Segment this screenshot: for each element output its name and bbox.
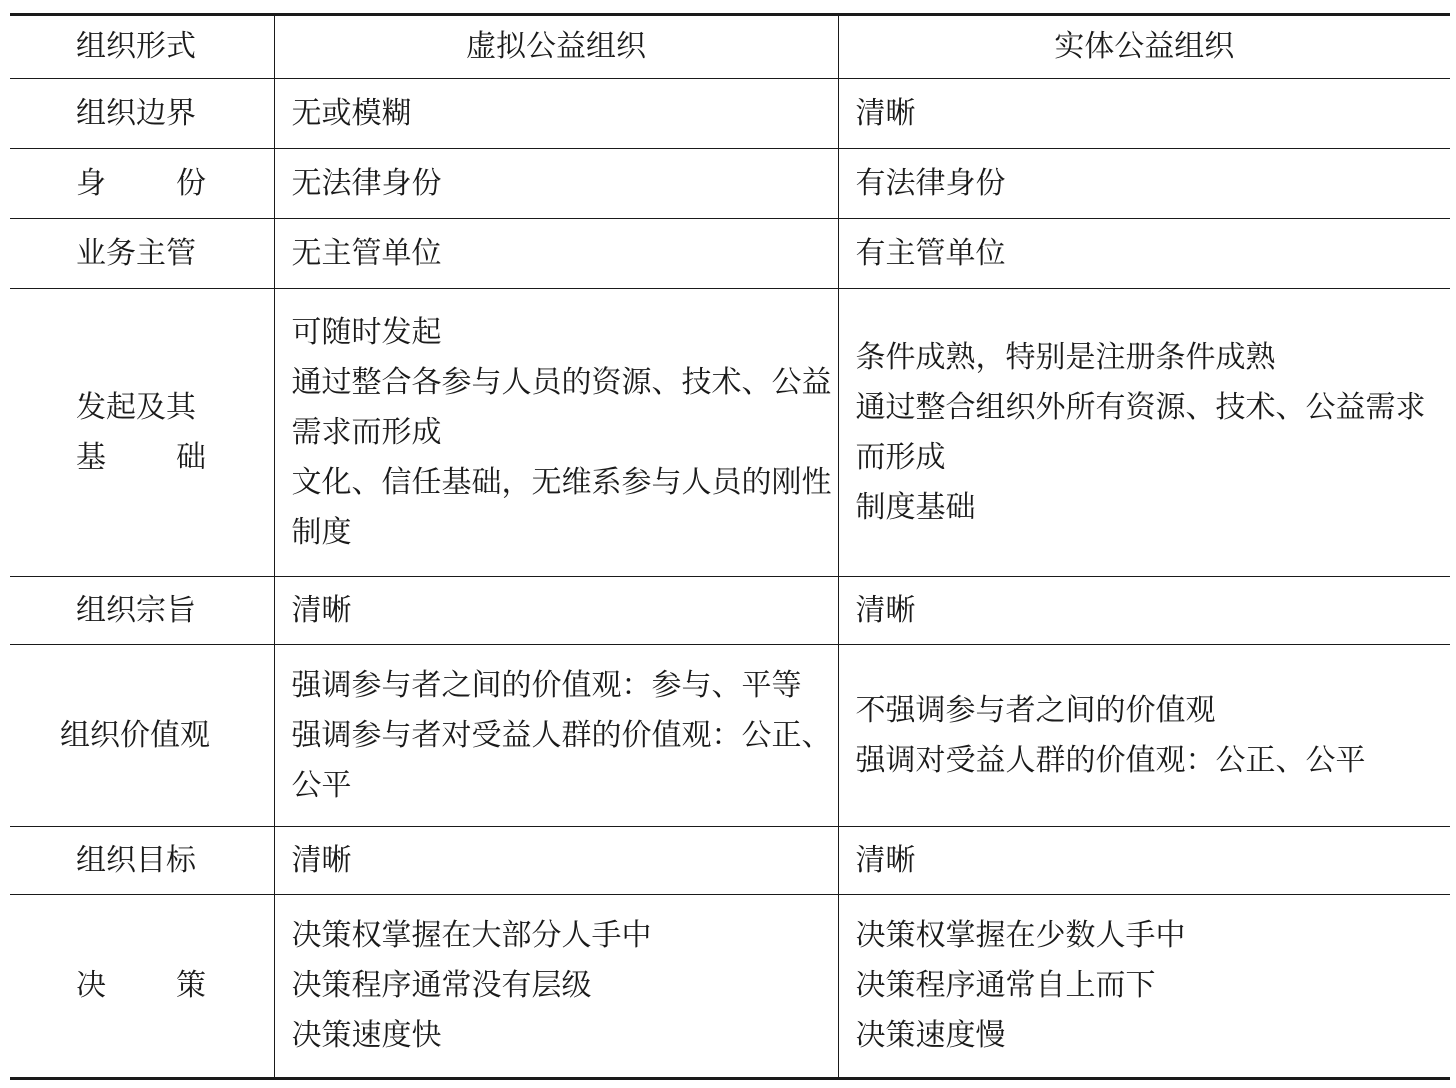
comparison-table xyxy=(10,13,1450,1080)
cell-line: 清晰 xyxy=(291,842,352,878)
row-label-char: 策 xyxy=(176,968,206,1003)
row-label xyxy=(10,149,274,219)
physical-cell xyxy=(838,219,1450,289)
row-label: 组织边界 xyxy=(10,79,274,149)
physical-cell xyxy=(838,79,1450,149)
cell-line: 清晰 xyxy=(855,592,916,628)
physical-cell xyxy=(838,827,1450,895)
cell-line: 无主管单位 xyxy=(291,235,442,271)
row-label-char: 基 xyxy=(76,439,106,475)
virtual-cell xyxy=(274,79,838,149)
cell-line: 清晰 xyxy=(291,592,352,628)
table-row xyxy=(10,149,1450,219)
cell-line: 决策速度慢 xyxy=(855,1018,1006,1053)
header-organization-form: 组织形式 xyxy=(10,15,274,79)
header-physical-org: 实体公益组织 xyxy=(838,15,1450,79)
cell-line: 无或模糊 xyxy=(291,95,412,131)
cell-line: 无法律身份 xyxy=(291,165,442,201)
physical-cell xyxy=(838,289,1450,577)
cell-line: 条件成熟，特别是注册条件成熟 xyxy=(855,339,1276,375)
virtual-cell xyxy=(274,219,838,289)
table-row xyxy=(10,79,1450,149)
virtual-cell xyxy=(274,289,838,577)
cell-line: 通过整合各参与人员的资源、技术、公益需求而形成 xyxy=(291,364,832,450)
row-label-line: 发起及其 xyxy=(76,389,196,425)
cell-line: 不强调参与者之间的价值观 xyxy=(855,692,1216,728)
table-row xyxy=(10,219,1450,289)
table-row xyxy=(10,289,1450,577)
row-label: 组织宗旨 xyxy=(10,577,274,645)
row-label: 组织目标 xyxy=(10,827,274,895)
cell-line: 决策程序通常自上而下 xyxy=(855,968,1156,1003)
row-label-char: 身 xyxy=(76,165,106,201)
row-label: 组织价值观 xyxy=(10,645,274,827)
cell-line: 强调参与者对受益人群的价值观：公正、公平 xyxy=(291,717,832,803)
virtual-cell xyxy=(274,577,838,645)
virtual-cell xyxy=(274,149,838,219)
virtual-cell xyxy=(274,645,838,827)
table-row xyxy=(10,895,1450,1079)
cell-line: 强调参与者之间的价值观：参与、平等 xyxy=(291,667,802,703)
cell-line: 强调对受益人群的价值观：公正、公平 xyxy=(855,742,1366,778)
cell-line: 决策程序通常没有层级 xyxy=(291,968,592,1003)
cell-line: 通过整合组织外所有资源、技术、公益需求而形成 xyxy=(855,389,1426,475)
row-label-char: 决 xyxy=(76,968,106,1003)
table-row xyxy=(10,827,1450,895)
physical-cell xyxy=(838,577,1450,645)
row-label-spread xyxy=(76,159,206,209)
row-label-char: 份 xyxy=(176,165,206,201)
header-virtual-org: 虚拟公益组织 xyxy=(274,15,838,79)
row-label-spread xyxy=(76,433,206,483)
virtual-cell xyxy=(274,895,838,1079)
cell-line: 决策权掌握在大部分人手中 xyxy=(291,918,652,953)
cell-line: 清晰 xyxy=(855,95,916,131)
physical-cell xyxy=(838,645,1450,827)
table-row xyxy=(10,577,1450,645)
cell-line: 决策速度快 xyxy=(291,1018,442,1053)
cell-line: 有主管单位 xyxy=(855,235,1006,271)
cell-line: 可随时发起 xyxy=(291,314,442,350)
cell-line: 决策权掌握在少数人手中 xyxy=(855,918,1186,953)
row-label: 业务主管 xyxy=(10,219,274,289)
cell-line: 文化、信任基础，无维系参与人员的刚性制度 xyxy=(291,464,832,550)
header-row xyxy=(10,15,1450,79)
cell-line: 制度基础 xyxy=(855,489,976,525)
physical-cell xyxy=(838,895,1450,1079)
row-label-char: 础 xyxy=(176,439,206,475)
row-label xyxy=(10,289,274,577)
cell-line: 有法律身份 xyxy=(855,165,1006,201)
cell-line: 清晰 xyxy=(855,842,916,878)
physical-cell xyxy=(838,149,1450,219)
row-label-spread xyxy=(76,961,206,1011)
virtual-cell xyxy=(274,827,838,895)
table-row xyxy=(10,645,1450,827)
row-label xyxy=(10,895,274,1079)
